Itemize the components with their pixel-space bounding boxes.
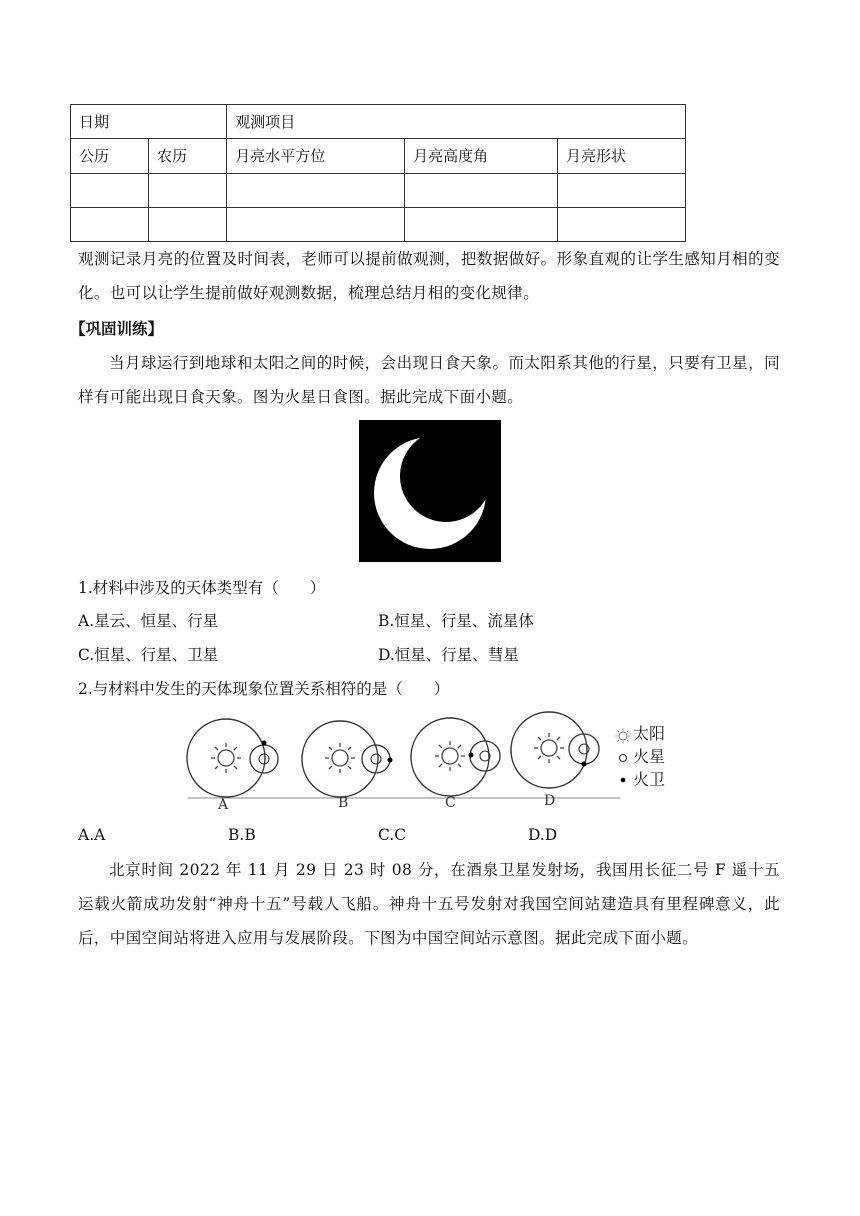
diagram-option-a [187,719,278,797]
table-header-lunar: 农历 [149,139,227,173]
table-cell [227,207,405,241]
q2-option-d: D.D [528,826,558,844]
table-header-date: 日期 [71,105,227,139]
q1-option-b: B.恒星、行星、流星体 [378,612,534,630]
table-row [71,207,686,241]
diagram-option-d [511,712,599,788]
section-heading: 【巩固训练】 [70,320,164,338]
table-cell [405,207,558,241]
legend-sun: 太阳 [633,724,666,743]
table-row [71,173,686,207]
q2-option-a: A.A [78,826,106,844]
diagram-option-c [411,718,500,796]
diagram-label-b: B [338,795,349,811]
moon-symbol-icon [621,778,626,783]
table-cell [557,207,685,241]
table-cell [149,173,227,207]
table-cell [71,173,149,207]
paragraph-shenzhou: 北京时间 2022 年 11 月 29 日 23 时 08 分，在酒泉卫星发射场，我国用长征二号 F 遥十五运载火箭成功发射“神舟十五”号载人飞船。神舟十五号发射对我国空间站建造具有里程碑意义，此后，中国空间站将进入应用与发展阶段。下图为中国空间站示意图。据此完成下面小题。 [78,861,780,947]
legend-mars: 火星 [633,747,666,766]
q1-option-c: C.恒星、行星、卫星 [78,646,219,664]
diagram-label-d: D [544,793,556,809]
table-cell [557,173,685,207]
table-cell [71,207,149,241]
q1-option-d: D.恒星、行星、彗星 [378,646,519,664]
mars-eclipse-image [359,420,501,562]
diagram-legend [616,724,666,789]
q2-option-c: C.C [378,826,407,844]
q1-option-a: A.星云、恒星、行星 [78,612,219,630]
table-cell [149,207,227,241]
diagram-label-c: C [445,795,456,811]
table-header-altitude: 月亮高度角 [405,139,558,173]
paragraph-observation-note: 观测记录月亮的位置及时间表，老师可以提前做观测，把数据做好。形象直观的让学生感知月相的变化。也可以让学生提前做好观测数据，梳理总结月相的变化规律。 [78,250,780,302]
table-cell [227,173,405,207]
legend-phobos: 火卫 [633,770,666,789]
question-1-stem: 1.材料中涉及的天体类型有（ ） [78,579,326,597]
table-cell [405,173,558,207]
diagram-label-a: A [218,797,229,813]
mars-symbol-icon [620,755,627,762]
paragraph-eclipse-intro: 当月球运行到地球和太阳之间的时候，会出现日食天象。而太阳系其他的行星，只要有卫星，同样有可能出现日食天象。图为火星日食图。据此完成下面小题。 [78,354,780,406]
question-2-stem: 2.与材料中发生的天体现象位置关系相符的是（ ） [78,680,450,698]
eclipse-position-diagram [180,706,680,818]
observation-table [70,104,686,242]
table-header-shape: 月亮形状 [557,139,685,173]
table-header-gregorian: 公历 [71,139,149,173]
diagram-option-b [302,721,393,797]
table-header-items: 观测项目 [227,105,686,139]
table-header-azimuth: 月亮水平方位 [227,139,405,173]
q2-option-b: B.B [228,826,256,844]
